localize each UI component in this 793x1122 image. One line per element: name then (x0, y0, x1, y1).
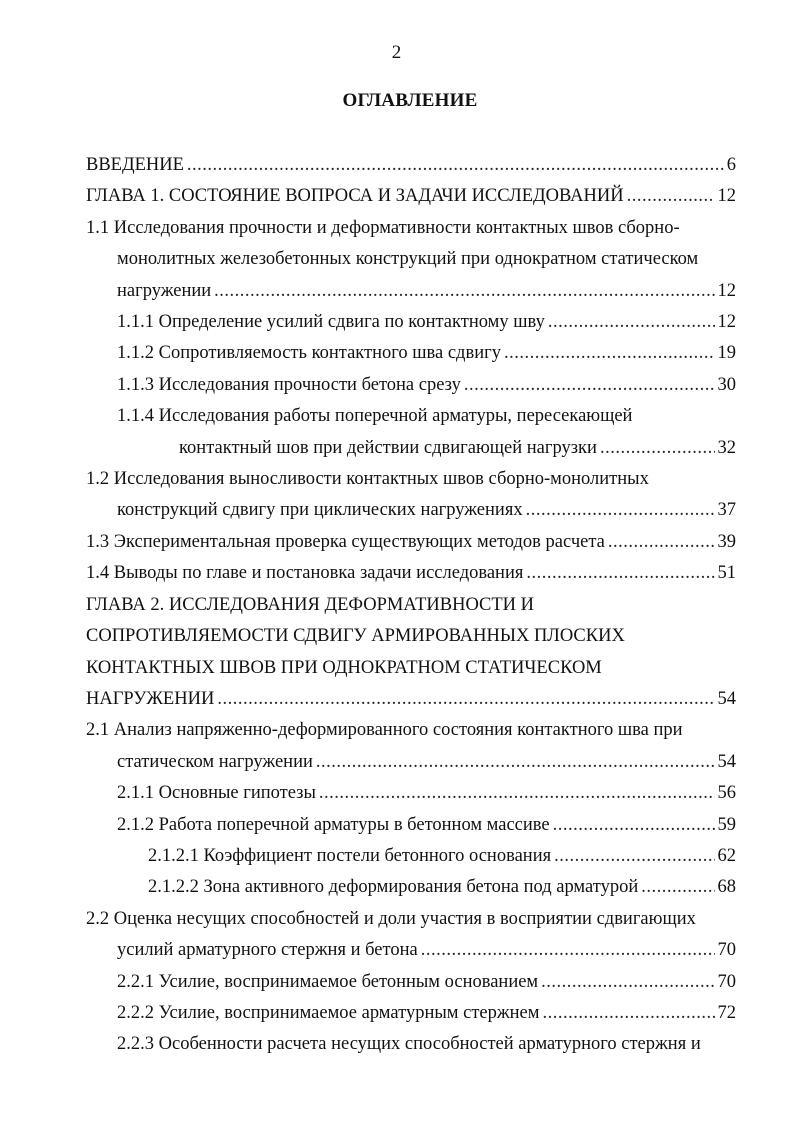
toc-entry-text: усилий арматурного стержня и бетона (117, 940, 418, 961)
toc-line (86, 747, 736, 778)
toc-entry-text: 2.1.2 Работа поперечной арматуры в бетонном массиве (117, 814, 550, 835)
toc-entry[interactable] (86, 967, 736, 998)
dot-leader (526, 495, 715, 526)
toc-line (148, 872, 736, 903)
toc-entry-text: конструкций сдвигу при циклических нагружениях (117, 500, 523, 521)
toc-entry[interactable] (86, 1029, 736, 1060)
toc-entry[interactable] (86, 150, 736, 181)
toc-page-number: 56 (717, 783, 736, 804)
toc-entry-text: 2.1.2.2 Зона активного деформирования бетона под арматурой (148, 877, 639, 898)
toc-page-number: 54 (717, 688, 736, 709)
toc-page-number: 6 (726, 155, 736, 175)
dot-leader (316, 747, 715, 778)
toc-line (117, 338, 736, 369)
toc-entry-text: нагружении (117, 280, 212, 301)
toc-entry-text: 1.1.2 Сопротивляемость контактного шва сдвигу (117, 343, 501, 364)
toc-page-number: 68 (717, 877, 736, 898)
toc-line (117, 307, 736, 338)
dot-leader (641, 872, 714, 903)
page-title: ОГЛАВЛЕНИЕ (342, 90, 478, 111)
toc-entry[interactable] (86, 810, 736, 841)
toc-line (86, 150, 736, 181)
toc-entry[interactable] (86, 464, 736, 527)
toc-entry[interactable] (86, 558, 736, 589)
toc-entry-text: контактный шов при действии сдвигающей нагрузки (179, 437, 597, 458)
toc-entry-text: 2.1.2.1 Коэффициент постели бетонного основания (148, 845, 552, 866)
toc-entry-text: 2.1 Анализ напряженно-деформированного состояния контактного шва при (86, 720, 683, 741)
toc-entry-text: 2.1.1 Основные гипотезы (117, 783, 316, 804)
toc-entry-text: ГЛАВА 2. ИССЛЕДОВАНИЯ ДЕФОРМАТИВНОСТИ И (86, 594, 535, 615)
dot-leader (214, 276, 714, 307)
toc-page-number: 19 (717, 343, 736, 364)
dot-leader (541, 967, 714, 998)
toc-entry[interactable] (86, 904, 736, 967)
toc-line (86, 558, 736, 589)
toc-page-number: 70 (717, 940, 736, 961)
toc-entry-text: 1.1 Исследования прочности и деформативности контактных швов сборно- (86, 217, 680, 238)
toc-entry-text: КОНТАКТНЫХ ШВОВ ПРИ ОДНОКРАТНОМ СТАТИЧЕСКОМ (86, 657, 602, 678)
toc-page-number: 72 (717, 1002, 736, 1023)
toc-entry-text: 1.3 Экспериментальная проверка существующих методов расчета (86, 531, 605, 552)
dot-leader (627, 181, 715, 212)
toc-page-number: 51 (717, 563, 736, 584)
dot-leader (600, 433, 715, 464)
toc-line (86, 527, 736, 558)
toc-page-number: 12 (717, 280, 736, 301)
toc-line (117, 967, 736, 998)
toc-line (117, 810, 736, 841)
dot-leader (553, 810, 715, 841)
toc-entry-text: СОПРОТИВЛЯЕМОСТИ СДВИГУ АРМИРОВАННЫХ ПЛОСКИХ (86, 626, 625, 647)
dot-leader (548, 307, 715, 338)
table-of-contents (86, 150, 736, 1061)
dot-leader (421, 935, 715, 966)
toc-entry-text: НАГРУЖЕНИИ (86, 688, 215, 709)
toc-page-number: 62 (717, 845, 736, 866)
toc-entry[interactable] (86, 370, 736, 401)
toc-entry-text: 1.1.1 Определение усилий сдвига по контактному шву (117, 312, 545, 333)
toc-entry[interactable] (86, 872, 736, 903)
toc-page-number: 30 (717, 374, 736, 395)
toc-entry[interactable] (86, 401, 736, 464)
page-number: 2 (391, 42, 402, 63)
toc-entry[interactable] (86, 715, 736, 778)
toc-page-number: 37 (717, 500, 736, 521)
toc-entry[interactable] (86, 181, 736, 212)
toc-page-number: 32 (717, 437, 736, 458)
toc-line (117, 433, 736, 464)
toc-page-number: 39 (717, 531, 736, 552)
dot-leader (464, 370, 715, 401)
toc-entry[interactable] (86, 213, 736, 307)
dot-leader (319, 778, 715, 809)
dot-leader (187, 150, 724, 181)
toc-entry[interactable] (86, 338, 736, 369)
toc-entry-text: монолитных железобетонных конструкций при однократном статическом (117, 249, 699, 270)
dot-leader (554, 841, 714, 872)
toc-entry-text: 2.2.3 Особенности расчета несущих способностей арматурного стержня и (117, 1034, 701, 1055)
toc-line (86, 684, 736, 715)
toc-entry-text: 1.4 Выводы по главе и постановка задачи исследования (86, 563, 524, 584)
toc-line (117, 778, 736, 809)
toc-entry[interactable] (86, 841, 736, 872)
toc-page-number: 12 (717, 186, 736, 207)
toc-entry[interactable] (86, 778, 736, 809)
toc-page-number: 54 (717, 751, 736, 772)
toc-line (148, 841, 736, 872)
toc-entry-text: статическом нагружении (117, 751, 313, 772)
dot-leader (526, 558, 714, 589)
toc-entry-text: 1.1.3 Исследования прочности бетона срезу (117, 374, 461, 395)
toc-entry[interactable] (86, 590, 736, 716)
toc-entry[interactable] (86, 527, 736, 558)
toc-line (86, 495, 736, 526)
toc-entry-text: 2.2 Оценка несущих способностей и доли участия в восприятии сдвигающих (86, 908, 696, 929)
dot-leader (542, 998, 714, 1029)
toc-line (86, 276, 736, 307)
toc-entry[interactable] (86, 998, 736, 1029)
toc-line (117, 998, 736, 1029)
dot-leader (504, 338, 715, 369)
toc-page-number: 70 (717, 971, 736, 992)
toc-entry-text: ВВЕДЕНИЕ (86, 155, 184, 175)
toc-entry-text: 1.1.4 Исследования работы поперечной арматуры, пересекающей (117, 406, 633, 427)
toc-entry-text: 2.2.1 Усилие, воспринимаемое бетонным основанием (117, 971, 539, 992)
toc-line (117, 370, 736, 401)
toc-line (86, 935, 736, 966)
toc-entry-text: 2.2.2 Усилие, воспринимаемое арматурным стержнем (117, 1002, 540, 1023)
toc-entry-text: 1.2 Исследования выносливости контактных швов сборно-монолитных (86, 469, 649, 490)
toc-line (86, 181, 736, 212)
dot-leader (608, 527, 715, 558)
toc-page-number: 59 (717, 814, 736, 835)
dot-leader (217, 684, 714, 715)
toc-entry-text: ГЛАВА 1. СОСТОЯНИЕ ВОПРОСА И ЗАДАЧИ ИССЛЕДОВАНИЙ (86, 186, 624, 207)
toc-page-number: 12 (717, 312, 736, 333)
toc-entry[interactable] (86, 307, 736, 338)
